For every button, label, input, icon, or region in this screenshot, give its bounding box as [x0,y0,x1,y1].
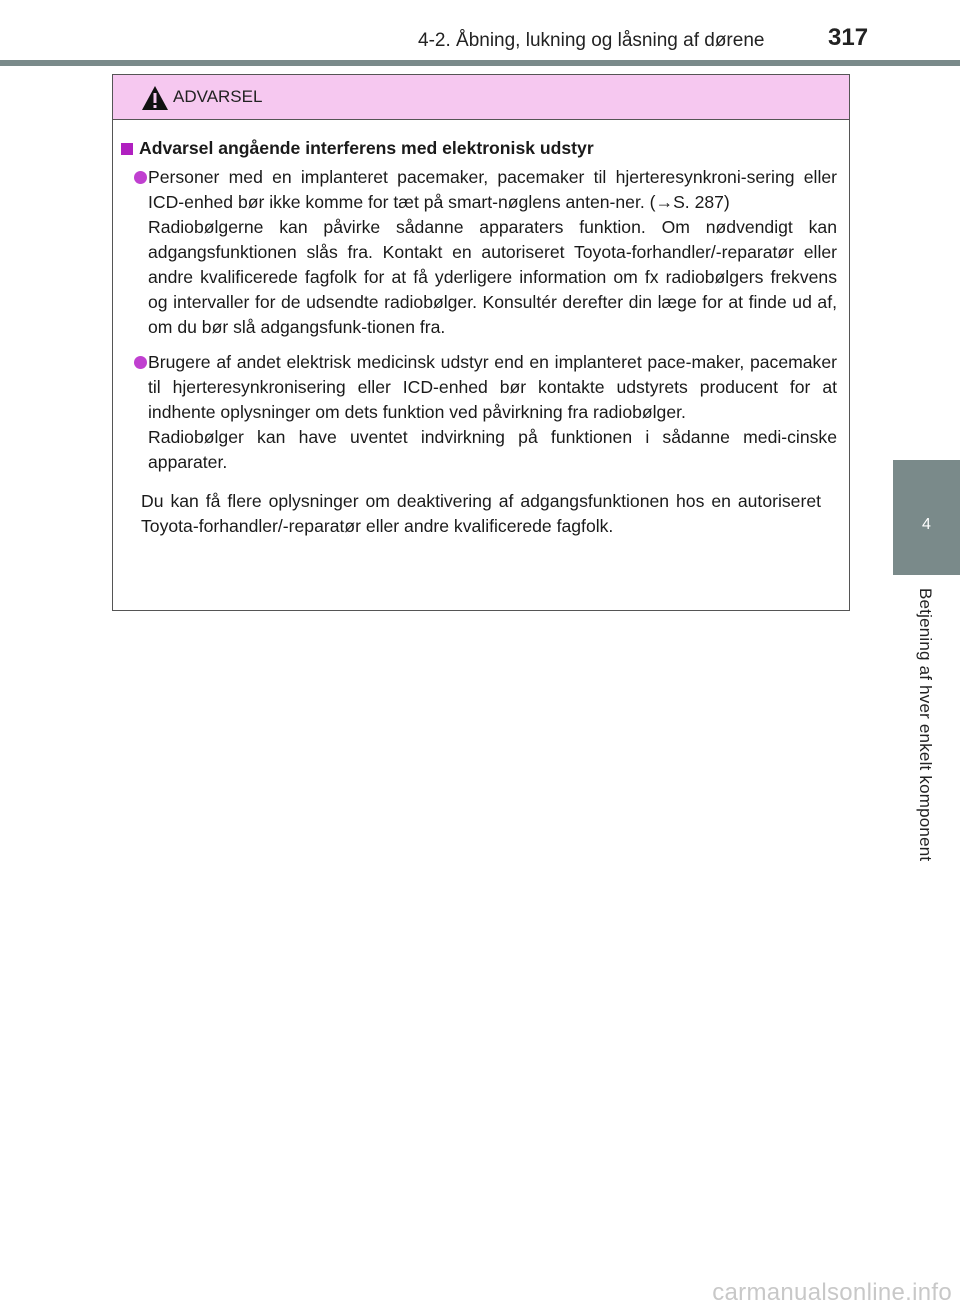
chapter-title: Betjening af hver enkelt komponent [916,588,935,862]
page-number: 317 [828,24,869,51]
list-item [121,350,837,475]
chapter-number: 4 [922,516,931,533]
round-bullet-icon [134,171,147,184]
warning-triangle-icon [141,85,169,111]
watermark: carmanualsonline.info [712,1279,952,1306]
warning-title: ADVARSEL [173,87,263,106]
list-item [121,165,837,340]
subheading-text: Advarsel angående interferens med elektronisk udstyr [139,138,594,158]
bullet-paragraph: Brugere af andet elektrisk medicinsk udstyr end en implanteret pace-maker, pacemaker til hjerteresynkronisering eller ICD-enhed bør kontakte udstyrets producent for at indhente oplysninger om dets funktion ved påvirkning fra radiobølger. [148,352,837,422]
header-rule [0,60,960,66]
warning-header [113,75,849,120]
section-title: 4-2. Åbning, lukning og låsning af dørene [418,30,765,51]
bullet-paragraph: Radiobølgerne kan påvirke sådanne apparaters funktion. Om nødvendigt kan adgangsfunktionen slås fra. Kontakt en autoriseret Toyota-forhandler/-reparatør eller andre kvalificerede fagfolk for at få yderligere information om fx radiobølgers frekvens og intervaller for de udsendte radiobølger. Konsultér derefter din læge for at finde ud af, om du bør slå adgangsfunk-tionen fra. [148,217,837,337]
round-bullet-icon [134,356,147,369]
chapter-tab [893,460,960,575]
warning-box [112,74,850,611]
warning-body [113,120,849,539]
warning-footer: Du kan få flere oplysninger om deaktivering af adgangsfunktionen hos en autoriseret Toyota-forhandler/-reparatør eller andre kvalificerede fagfolk. [141,491,821,536]
bullet-paragraph: Radiobølger kan have uventet indvirkning på funktionen i sådanne medi-cinske apparater. [148,427,837,472]
square-bullet-icon [121,143,133,155]
warning-subheading [121,136,837,161]
bullet-paragraph: Personer med en implanteret pacemaker, pacemaker til hjerteresynkroni-sering eller ICD-enhed bør ikke komme for tæt på smart-nøglens anten-ner. (→S. 287) [148,167,837,212]
